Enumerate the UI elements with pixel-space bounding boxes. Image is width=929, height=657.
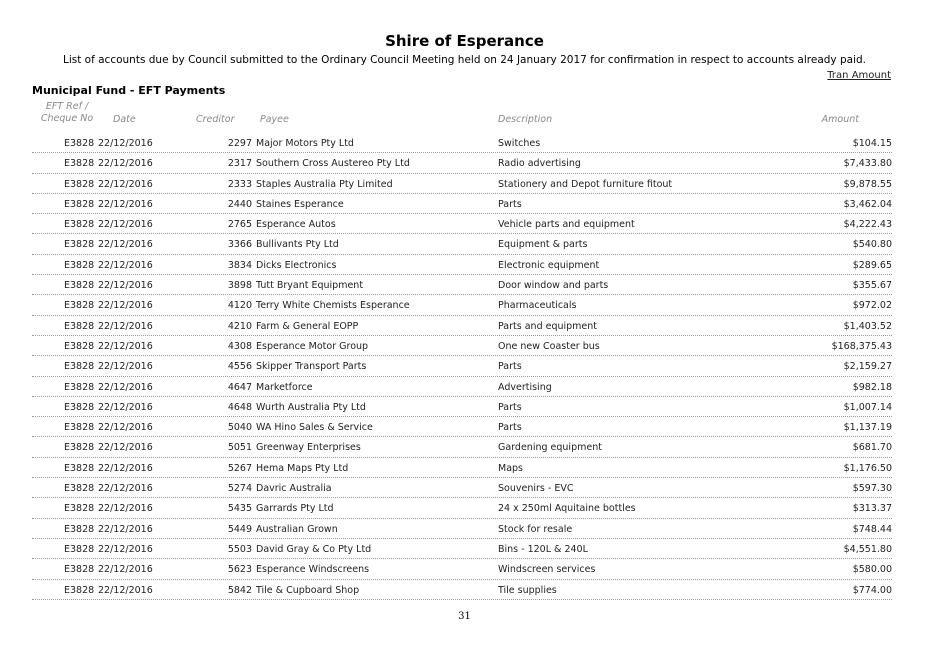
row-date: 22/12/2016 [98, 584, 153, 596]
row-description: Radio advertising [498, 158, 581, 170]
tran-amount-label: Tran Amount [827, 70, 891, 81]
table-row [32, 336, 892, 356]
row-description: Advertising [498, 381, 552, 393]
row-description: Stationery and Depot furniture fitout [498, 178, 673, 190]
table-row [32, 295, 892, 315]
row-creditor: 4556 [227, 361, 252, 373]
row-date: 22/12/2016 [98, 523, 153, 535]
header-description: Description [498, 114, 553, 125]
row-amount: $580.00 [852, 564, 892, 576]
row-description: 24 x 250ml Aquitaine bottles [498, 503, 636, 515]
row-date: 22/12/2016 [98, 138, 153, 149]
row-ref: E3828 [64, 178, 95, 190]
table-row [32, 275, 892, 295]
fund-section-title: Municipal Fund - EFT Payments [32, 84, 226, 97]
row-date: 22/12/2016 [98, 239, 153, 251]
row-description: Bins - 120L & 240L [498, 543, 588, 555]
row-date: 22/12/2016 [98, 543, 153, 555]
row-ref: E3828 [64, 340, 95, 352]
row-payee: Australian Grown [256, 523, 338, 535]
table-row [32, 437, 892, 457]
row-date: 22/12/2016 [98, 340, 153, 352]
row-payee: Esperance Motor Group [256, 340, 369, 352]
row-date: 22/12/2016 [98, 422, 153, 434]
row-creditor: 5435 [227, 503, 252, 515]
row-ref: E3828 [64, 523, 95, 535]
row-amount: $355.67 [852, 280, 892, 292]
row-date: 22/12/2016 [98, 320, 153, 332]
row-ref: E3828 [64, 381, 95, 393]
row-date: 22/12/2016 [98, 381, 153, 393]
row-creditor: 2440 [227, 198, 252, 210]
row-date: 22/12/2016 [98, 259, 153, 271]
row-description: Door window and parts [498, 280, 609, 292]
row-creditor: 4210 [227, 320, 252, 332]
table-row [32, 498, 892, 518]
row-date: 22/12/2016 [98, 300, 153, 312]
row-amount: $4,551.80 [843, 543, 892, 555]
table-row [32, 539, 892, 559]
row-description: Tile supplies [498, 584, 557, 596]
row-description: Windscreen services [498, 564, 596, 576]
header-payee: Payee [260, 114, 289, 125]
row-ref: E3828 [64, 239, 95, 251]
row-description: Stock for resale [498, 523, 573, 535]
row-amount: $7,433.80 [843, 158, 892, 170]
table-row [32, 559, 892, 579]
page-number: 31 [458, 611, 471, 622]
row-creditor: 2297 [227, 138, 252, 149]
row-amount: $289.65 [852, 259, 892, 271]
row-amount: $168,375.43 [831, 340, 892, 352]
row-description: Vehicle parts and equipment [498, 219, 635, 231]
table-row [32, 194, 892, 214]
table-row [32, 458, 892, 478]
row-payee: Skipper Transport Parts [256, 361, 367, 373]
table-row [32, 519, 892, 539]
row-ref: E3828 [64, 442, 95, 454]
row-payee: Esperance Windscreens [256, 564, 370, 576]
row-ref: E3828 [64, 483, 95, 495]
row-amount: $681.70 [852, 442, 892, 454]
row-amount: $9,878.55 [843, 178, 892, 190]
table-row [32, 174, 892, 194]
table-row [32, 377, 892, 397]
row-payee: Staines Esperance [256, 198, 344, 210]
row-creditor: 2333 [227, 178, 252, 190]
row-ref: E3828 [64, 158, 95, 170]
row-payee: Tutt Bryant Equipment [256, 280, 364, 292]
row-payee: Wurth Australia Pty Ltd [256, 401, 366, 413]
row-description: Souvenirs - EVC [498, 483, 574, 495]
row-description: Gardening equipment [498, 442, 602, 454]
table-row [32, 397, 892, 417]
row-date: 22/12/2016 [98, 198, 153, 210]
row-payee: David Gray & Co Pty Ltd [256, 543, 372, 555]
row-creditor: 4647 [227, 381, 252, 393]
table-row [32, 580, 892, 600]
table-row [32, 478, 892, 498]
row-amount: $597.30 [852, 483, 892, 495]
row-creditor: 2765 [227, 219, 252, 231]
row-ref: E3828 [64, 198, 95, 210]
row-ref: E3828 [64, 138, 95, 149]
row-creditor: 5842 [227, 584, 252, 596]
row-ref: E3828 [64, 320, 95, 332]
table-row [32, 234, 892, 254]
row-amount: $972.02 [852, 300, 892, 312]
row-description: One new Coaster bus [498, 340, 600, 352]
table-row [32, 214, 892, 234]
table-row [32, 356, 892, 376]
row-payee: WA Hino Sales & Service [256, 422, 373, 434]
row-ref: E3828 [64, 462, 95, 474]
row-description: Parts [498, 361, 522, 373]
row-date: 22/12/2016 [98, 280, 153, 292]
row-creditor: 4648 [227, 401, 252, 413]
row-payee: Dicks Electronics [256, 259, 337, 271]
row-creditor: 4120 [227, 300, 252, 312]
document-title: Shire of Esperance [385, 32, 544, 50]
row-date: 22/12/2016 [98, 401, 153, 413]
row-ref: E3828 [64, 564, 95, 576]
row-description: Switches [498, 138, 541, 149]
row-payee: Southern Cross Austereo Pty Ltd [256, 158, 410, 170]
row-date: 22/12/2016 [98, 564, 153, 576]
row-creditor: 4308 [227, 340, 252, 352]
row-payee: Major Motors Pty Ltd [256, 138, 354, 149]
table-header [0, 101, 929, 127]
header-ref: EFT Ref / Cheque No [40, 101, 94, 124]
row-amount: $1,176.50 [843, 462, 892, 474]
table-row [32, 133, 892, 153]
row-amount: $1,403.52 [843, 320, 892, 332]
row-date: 22/12/2016 [98, 178, 153, 190]
row-creditor: 5267 [227, 462, 252, 474]
row-payee: Staples Australia Pty Limited [256, 178, 393, 190]
row-payee: Marketforce [256, 381, 313, 393]
row-amount: $982.18 [852, 381, 892, 393]
row-ref: E3828 [64, 280, 95, 292]
row-amount: $1,007.14 [843, 401, 892, 413]
row-creditor: 3898 [227, 280, 252, 292]
row-amount: $748.44 [852, 523, 892, 535]
row-creditor: 5503 [227, 543, 252, 555]
payments-table [32, 133, 892, 600]
row-creditor: 2317 [227, 158, 252, 170]
row-description: Parts and equipment [498, 320, 598, 332]
table-row [32, 255, 892, 275]
row-amount: $3,462.04 [843, 198, 892, 210]
row-creditor: 5623 [227, 564, 252, 576]
row-amount: $2,159.27 [843, 361, 892, 373]
row-ref: E3828 [64, 300, 95, 312]
row-description: Pharmaceuticals [498, 300, 577, 312]
row-amount: $1,137.19 [843, 422, 892, 434]
row-payee: Greenway Enterprises [256, 442, 361, 454]
row-ref: E3828 [64, 584, 95, 596]
header-creditor: Creditor [196, 114, 235, 125]
table-row [32, 316, 892, 336]
row-ref: E3828 [64, 401, 95, 413]
header-date: Date [113, 114, 136, 125]
header-amount: Amount [821, 114, 859, 125]
row-creditor: 5449 [227, 523, 252, 535]
row-description: Electronic equipment [498, 259, 600, 271]
row-creditor: 5040 [227, 422, 252, 434]
row-ref: E3828 [64, 422, 95, 434]
table-row [32, 153, 892, 173]
row-date: 22/12/2016 [98, 219, 153, 231]
row-payee: Davric Australia [256, 483, 332, 495]
row-ref: E3828 [64, 259, 95, 271]
row-description: Equipment & parts [498, 239, 588, 251]
row-date: 22/12/2016 [98, 361, 153, 373]
row-date: 22/12/2016 [98, 462, 153, 474]
row-creditor: 5051 [227, 442, 252, 454]
row-payee: Garrards Pty Ltd [256, 503, 334, 515]
row-payee: Esperance Autos [256, 219, 336, 231]
row-payee: Farm & General EOPP [256, 320, 359, 332]
row-payee: Bullivants Pty Ltd [256, 239, 339, 251]
row-description: Parts [498, 401, 522, 413]
row-description: Maps [498, 462, 523, 474]
row-ref: E3828 [64, 543, 95, 555]
row-creditor: 5274 [227, 483, 252, 495]
row-payee: Terry White Chemists Esperance [256, 300, 410, 312]
row-amount: $313.37 [852, 503, 892, 515]
row-payee: Hema Maps Pty Ltd [256, 462, 349, 474]
row-date: 22/12/2016 [98, 503, 153, 515]
row-description: Parts [498, 198, 522, 210]
row-ref: E3828 [64, 219, 95, 231]
row-ref: E3828 [64, 503, 95, 515]
row-amount: $4,222.43 [843, 219, 892, 231]
row-date: 22/12/2016 [98, 483, 153, 495]
row-amount: $104.15 [852, 138, 892, 149]
row-amount: $540.80 [852, 239, 892, 251]
table-row [32, 417, 892, 437]
row-date: 22/12/2016 [98, 158, 153, 170]
row-ref: E3828 [64, 361, 95, 373]
row-date: 22/12/2016 [98, 442, 153, 454]
row-description: Parts [498, 422, 522, 434]
row-amount: $774.00 [852, 584, 892, 596]
row-creditor: 3366 [227, 239, 252, 251]
document-subtitle: List of accounts due by Council submitted to the Ordinary Council Meeting held on 24 January 2017 for confirmation in respect to accounts already paid. [62, 54, 867, 66]
row-creditor: 3834 [227, 259, 252, 271]
row-payee: Tile & Cupboard Shop [256, 584, 360, 596]
